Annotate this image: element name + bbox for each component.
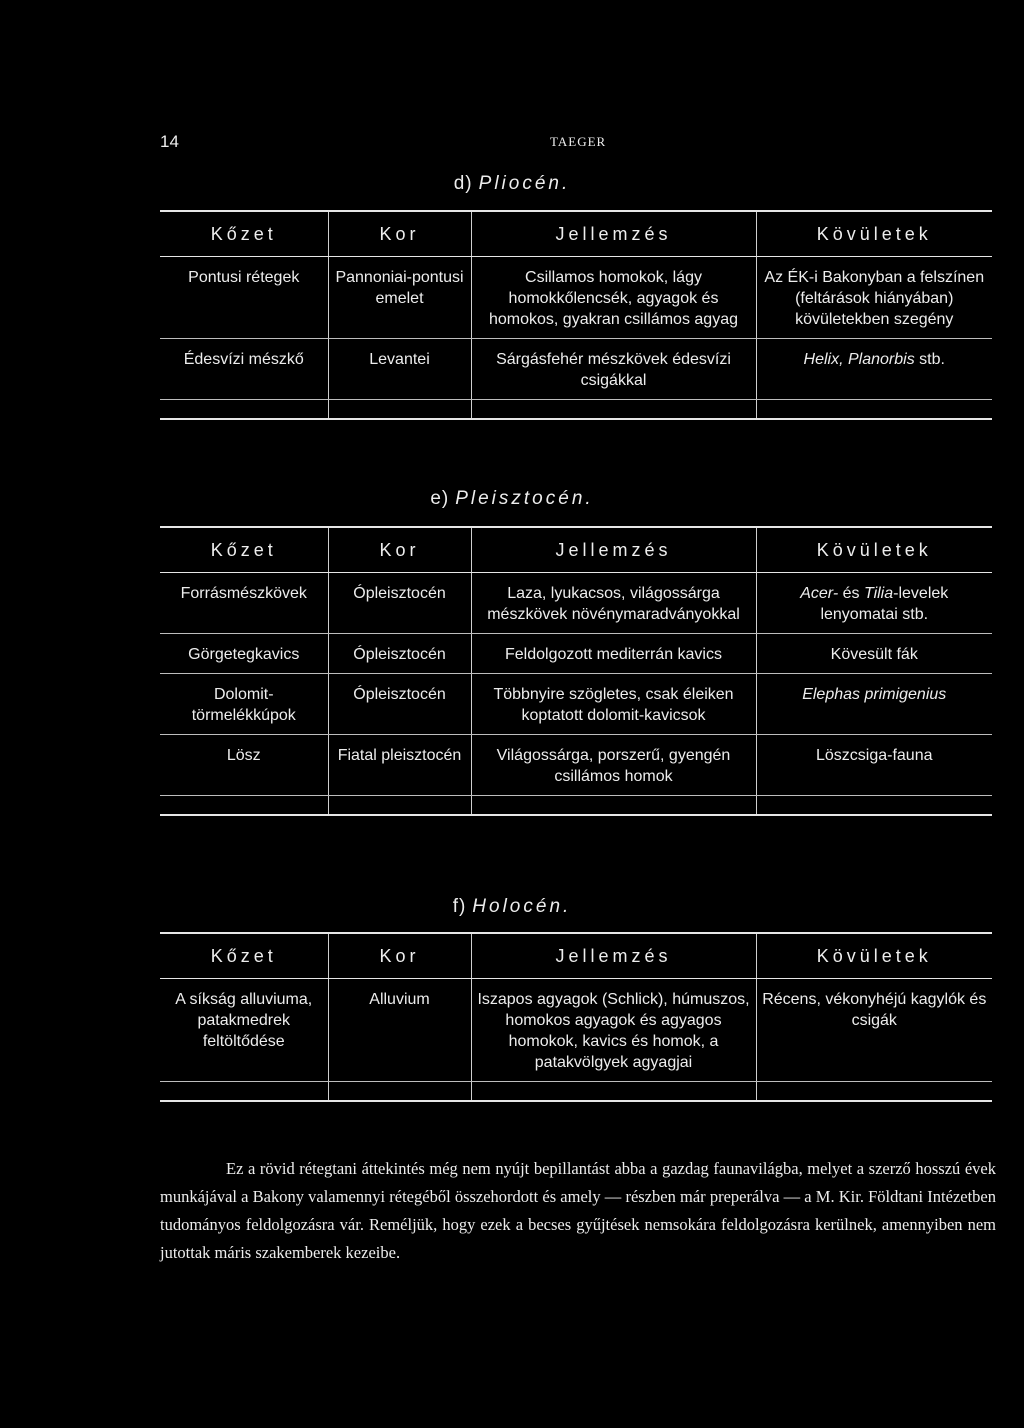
cell-kovuletek	[756, 339, 992, 400]
cell-kozet: Görgetegkavics	[160, 634, 328, 674]
cell-kovuletek: Elephas primigenius	[756, 674, 992, 735]
section-name: Holocén.	[472, 896, 572, 917]
cell-kozet: Lösz	[160, 735, 328, 796]
page-number: 14	[160, 132, 179, 151]
cell-kor: Ópleisztocén	[328, 674, 471, 735]
col-header-kovuletek: Kövületek	[756, 211, 992, 257]
cell-kor: Alluvium	[328, 979, 471, 1082]
cell-kozet: Forrásmészkövek	[160, 573, 328, 634]
fossil-suffix: stb.	[914, 351, 945, 368]
col-header-kozet: Kőzet	[160, 527, 328, 573]
cell-kovuletek: Az ÉK-i Bakonyban a felszínen (feltárások hiányában) kövületekben szegény	[756, 257, 992, 339]
cell-jellemzes: Világossárga, porszerű, gyengén csillámos homok	[471, 735, 756, 796]
section-label: d)	[453, 173, 473, 194]
table-row	[160, 979, 992, 1082]
cell-kor: Levantei	[328, 339, 471, 400]
pleisztocen-table	[160, 526, 992, 816]
col-header-jellemzes: Jellemzés	[471, 933, 756, 979]
col-header-kozet: Kőzet	[160, 211, 328, 257]
table-row	[160, 674, 992, 735]
section-title-holocen	[0, 896, 1024, 918]
cell-jellemzes: Többnyire szögletes, csak éleiken koptatott dolomit-kavicsok	[471, 674, 756, 735]
col-header-jellemzes: Jellemzés	[471, 211, 756, 257]
cell-kor: Pannoniai-pontusi emelet	[328, 257, 471, 339]
col-header-jellemzes: Jellemzés	[471, 527, 756, 573]
body-paragraph: Ez a rövid rétegtani áttekintés még nem nyújt bepillantást abba a gazdag faunavilágba, melyet a szerző hosszú évek munkájával a Bakony valamennyi rétegéből összehordott és amely — részben már preperálva — a M. Kir. Földtani Intézetben tudományos feldolgozásra vár. Reméljük, hogy ezek a becses gyűjtések nemsokára feldolgozásra kerülnek, amennyiben nem jutottak máris szakemberek kezeibe.	[160, 1159, 996, 1262]
section-label: e)	[430, 488, 450, 509]
table-spacer	[160, 1082, 992, 1102]
section-title-pleisztocen	[0, 488, 1024, 510]
section-label: f)	[452, 896, 467, 917]
cell-jellemzes: Feldolgozott mediterrán kavics	[471, 634, 756, 674]
cell-jellemzes: Iszapos agyagok (Schlick), húmuszos, homokos agyagok és agyagos homokok, kavics és homok, a patakvölgyek agyagjai	[471, 979, 756, 1082]
table-spacer	[160, 400, 992, 420]
cell-kovuletek	[756, 573, 992, 634]
col-header-kor: Kor	[328, 527, 471, 573]
pliocen-table	[160, 210, 992, 420]
cell-kozet: A síkság alluviuma, patakmedrek feltöltődése	[160, 979, 328, 1082]
cell-kovuletek: Récens, vékonyhéjú kagylók és csigák	[756, 979, 992, 1082]
cell-kor: Fiatal pleisztocén	[328, 735, 471, 796]
table-row	[160, 339, 992, 400]
col-header-kor: Kor	[328, 211, 471, 257]
table-row	[160, 735, 992, 796]
table-row	[160, 573, 992, 634]
table-spacer	[160, 796, 992, 816]
fossil-suffix: -levelek lenyomatai stb.	[820, 585, 949, 623]
cell-kor: Ópleisztocén	[328, 573, 471, 634]
table-row	[160, 257, 992, 339]
fossil-taxa-tilia: Tilia	[863, 585, 894, 602]
cell-jellemzes: Sárgásfehér mészkövek édesvízi csigákkal	[471, 339, 756, 400]
fossil-taxa-acer: Acer-	[800, 585, 839, 602]
table-header-row	[160, 211, 992, 257]
table-header-row	[160, 527, 992, 573]
table-header-row	[160, 933, 992, 979]
fossil-conj: és	[838, 585, 864, 602]
col-header-kovuletek: Kövületek	[756, 933, 992, 979]
holocen-table	[160, 932, 992, 1102]
cell-kovuletek: Löszcsiga-fauna	[756, 735, 992, 796]
cell-kozet: Édesvízi mészkő	[160, 339, 328, 400]
col-header-kozet: Kőzet	[160, 933, 328, 979]
section-name: Pleisztocén.	[455, 488, 594, 509]
cell-kor: Ópleisztocén	[328, 634, 471, 674]
cell-kozet: Pontusi rétegek	[160, 257, 328, 339]
fossil-taxa: Helix, Planorbis	[803, 351, 915, 368]
section-title-pliocen	[0, 173, 1024, 195]
cell-jellemzes: Csillamos homokok, lágy homokkőlencsék, agyagok és homokos, gyakran csillámos agyag	[471, 257, 756, 339]
page-header	[160, 132, 990, 156]
cell-kovuletek: Kövesült fák	[756, 634, 992, 674]
table-row	[160, 634, 992, 674]
cell-jellemzes: Laza, lyukacsos, világossárga mészkövek növénymaradványokkal	[471, 573, 756, 634]
col-header-kovuletek: Kövületek	[756, 527, 992, 573]
cell-kozet: Dolomit-törmelékkúpok	[160, 674, 328, 735]
col-header-kor: Kor	[328, 933, 471, 979]
section-name: Pliocén.	[478, 173, 571, 194]
running-head: TAEGER	[550, 134, 607, 149]
